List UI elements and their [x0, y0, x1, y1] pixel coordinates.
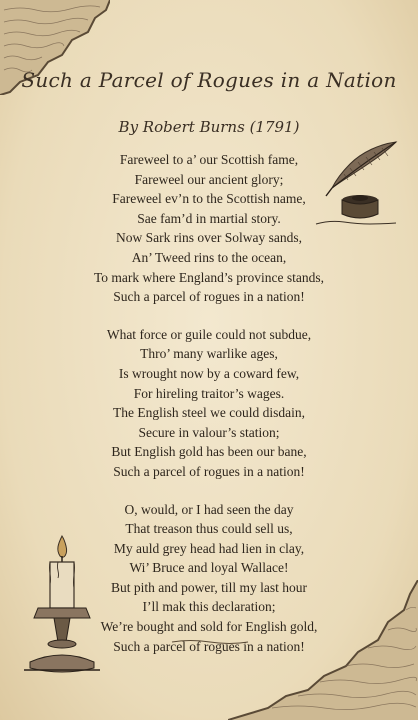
- poem-line: Such a parcel of rogues in a nation!: [113, 289, 305, 305]
- poem-byline: By Robert Burns (1791): [118, 118, 300, 136]
- poem-line: What force or guile could not subdue,: [106, 326, 312, 342]
- poem-title: Such a Parcel of Rogues in a Nation: [21, 68, 397, 92]
- poem-line: Fareweel our ancient glory;: [134, 171, 284, 187]
- poem-line: I’ll mak this declaration;: [142, 599, 276, 615]
- poem-line: To mark where England’s province stands,: [94, 269, 324, 285]
- poem-line: Fareweel ev’n to the Scottish name,: [112, 191, 306, 207]
- poem-line: Sae fam’d in martial story.: [137, 210, 281, 226]
- stanza-3: [60, 500, 358, 657]
- poem-line: Now Sark rins over Solway sands,: [116, 230, 302, 246]
- poem-line: My auld grey head had lien in clay,: [113, 540, 305, 556]
- poem-line: Secure in valour’s station;: [138, 424, 280, 440]
- poem-line: Thro’ many warlike ages,: [140, 346, 278, 362]
- poem-line: Such a parcel of rogues in a nation!: [113, 638, 305, 654]
- poem-line: Wi’ Bruce and loyal Wallace!: [129, 560, 289, 576]
- poem-line: For hireling traitor’s wages.: [133, 385, 285, 401]
- poem-line: That treason thus could sell us,: [125, 521, 293, 537]
- stanza-1: [60, 150, 358, 307]
- stanza-2: [60, 325, 358, 482]
- poem-line: But English gold has been our bane,: [111, 444, 307, 460]
- poem-line: The English steel we could disdain,: [113, 405, 305, 421]
- poem-line: Such a parcel of rogues in a nation!: [113, 463, 305, 479]
- poem-line: O, would, or I had seen the day: [124, 501, 294, 517]
- poem-line: We’re bought and sold for English gold,: [100, 619, 318, 635]
- poem-line: But pith and power, till my last hour: [111, 579, 307, 595]
- poem-body: [60, 150, 358, 674]
- poem-line: Fareweel to a’ our Scottish fame,: [119, 152, 299, 167]
- poem-line: Is wrought now by a coward few,: [118, 365, 300, 381]
- ornamental-divider: [170, 638, 250, 646]
- poem-line: An’ Tweed rins to the ocean,: [131, 249, 287, 265]
